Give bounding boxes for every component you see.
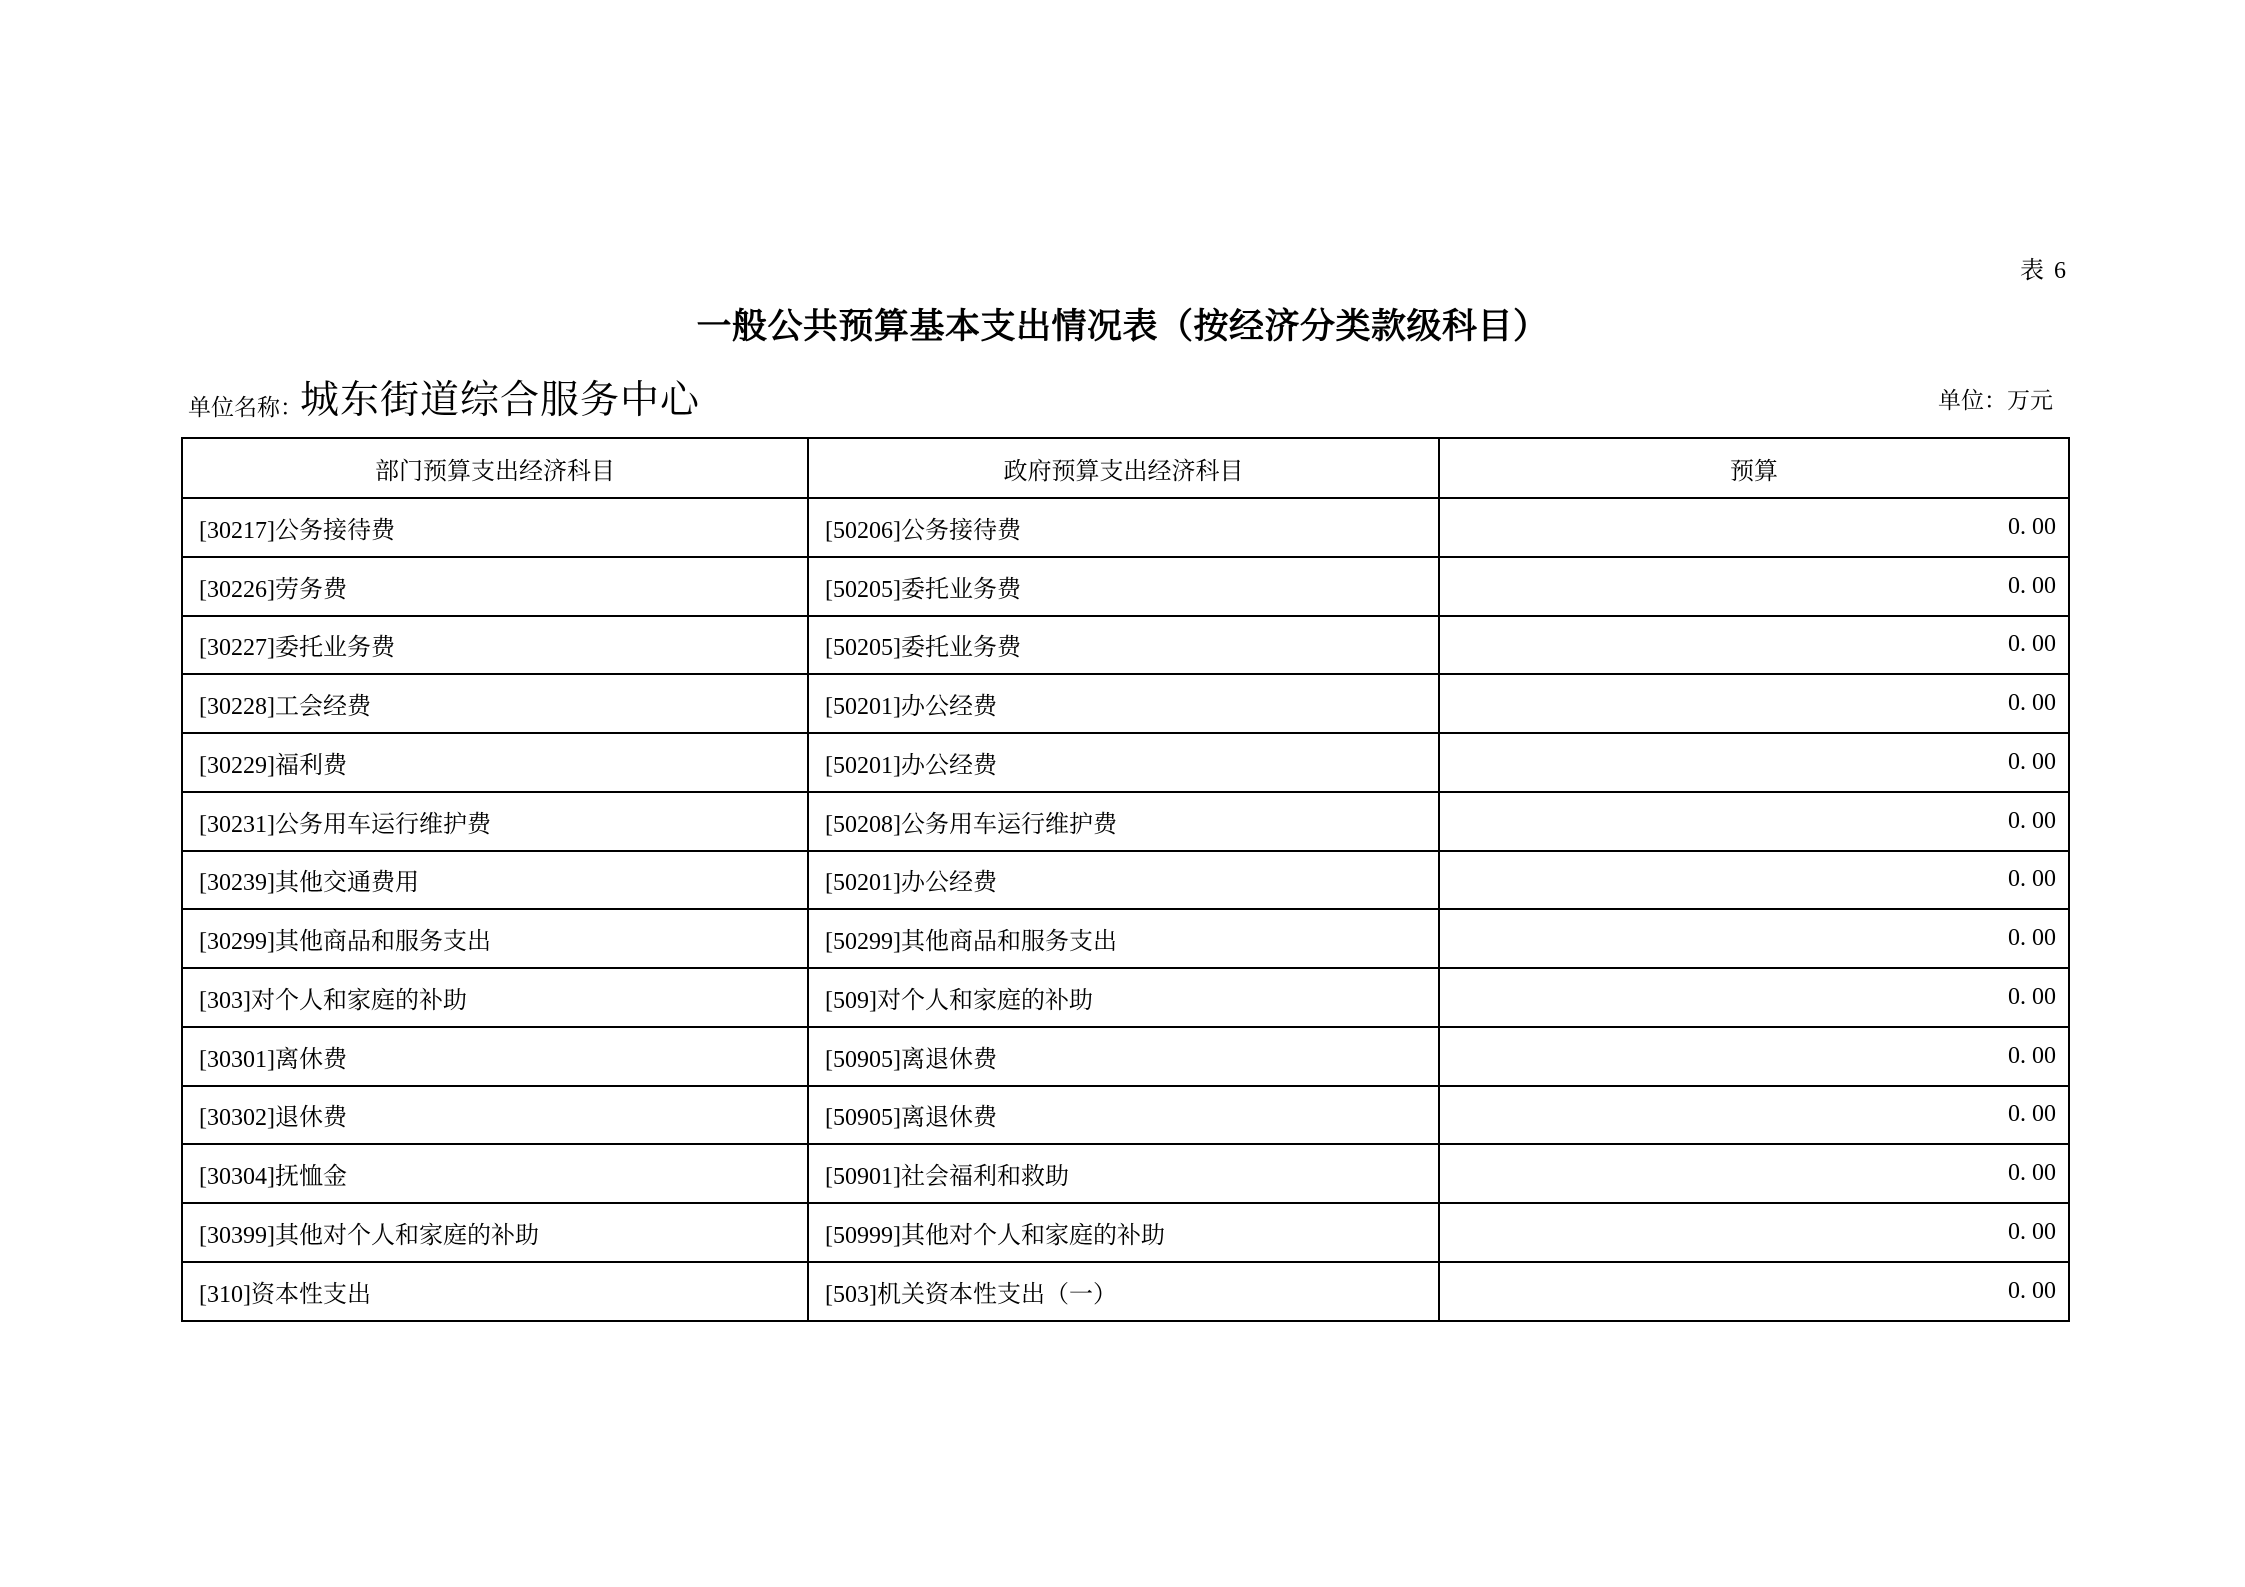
gov-subject-cell: [50999]其他对个人和家庭的补助 (808, 1203, 1439, 1262)
budget-value-cell: 0. 00 (1439, 1262, 2069, 1321)
gov-subject-cell: [503]机关资本性支出（一） (808, 1262, 1439, 1321)
gov-subject-cell: [50901]社会福利和救助 (808, 1144, 1439, 1203)
dept-subject-cell: [303]对个人和家庭的补助 (182, 968, 808, 1027)
table-row (182, 909, 2069, 968)
budget-value-cell: 0. 00 (1439, 1027, 2069, 1086)
gov-subject-cell: [50201]办公经费 (808, 851, 1439, 910)
dept-subject-cell: [30299]其他商品和服务支出 (182, 909, 808, 968)
budget-value-cell: 0. 00 (1439, 1144, 2069, 1203)
gov-subject-cell: [50905]离退休费 (808, 1027, 1439, 1086)
dept-subject-cell: [30226]劳务费 (182, 557, 808, 616)
budget-value-cell: 0. 00 (1439, 498, 2069, 557)
budget-value-cell: 0. 00 (1439, 968, 2069, 1027)
dept-subject-cell: [30229]福利费 (182, 733, 808, 792)
budget-value-cell: 0. 00 (1439, 674, 2069, 733)
currency-unit-note: 单位：万元 (1938, 388, 2053, 413)
table-row (182, 1262, 2069, 1321)
table-row (182, 1086, 2069, 1145)
table-row (182, 851, 2069, 910)
budget-value-cell: 0. 00 (1439, 733, 2069, 792)
budget-value-cell: 0. 00 (1439, 1203, 2069, 1262)
dept-subject-cell: [30302]退休费 (182, 1086, 808, 1145)
sheet-number-label: 表 6 (2020, 258, 2068, 284)
dept-subject-cell: [30399]其他对个人和家庭的补助 (182, 1203, 808, 1262)
table-row (182, 1144, 2069, 1203)
dept-subject-cell: [30239]其他交通费用 (182, 851, 808, 910)
table-row (182, 498, 2069, 557)
table-row (182, 733, 2069, 792)
budget-value-cell: 0. 00 (1439, 909, 2069, 968)
gov-subject-cell: [50905]离退休费 (808, 1086, 1439, 1145)
table-row (182, 968, 2069, 1027)
table-row (182, 1027, 2069, 1086)
budget-table (181, 437, 2070, 1322)
budget-value-cell: 0. 00 (1439, 1086, 2069, 1145)
gov-subject-cell: [50201]办公经费 (808, 674, 1439, 733)
dept-subject-cell: [30217]公务接待费 (182, 498, 808, 557)
gov-subject-cell: [50299]其他商品和服务支出 (808, 909, 1439, 968)
gov-subject-cell: [50205]委托业务费 (808, 557, 1439, 616)
dept-subject-cell: [30304]抚恤金 (182, 1144, 808, 1203)
header-row (182, 438, 2069, 498)
table-row (182, 616, 2069, 675)
dept-subject-cell: [30227]委托业务费 (182, 616, 808, 675)
header-dept-subject: 部门预算支出经济科目 (182, 438, 808, 498)
dept-subject-cell: [30301]离休费 (182, 1027, 808, 1086)
budget-value-cell: 0. 00 (1439, 792, 2069, 851)
gov-subject-cell: [50206]公务接待费 (808, 498, 1439, 557)
budget-value-cell: 0. 00 (1439, 616, 2069, 675)
budget-value-cell: 0. 00 (1439, 851, 2069, 910)
header-gov-subject: 政府预算支出经济科目 (808, 438, 1439, 498)
table-header (182, 438, 2069, 498)
table-row (182, 557, 2069, 616)
budget-value-cell: 0. 00 (1439, 557, 2069, 616)
gov-subject-cell: [50208]公务用车运行维护费 (808, 792, 1439, 851)
gov-subject-cell: [50205]委托业务费 (808, 616, 1439, 675)
header-budget: 预算 (1439, 438, 2069, 498)
dept-subject-cell: [310]资本性支出 (182, 1262, 808, 1321)
page-title: 一般公共预算基本支出情况表（按经济分类款级科目） (696, 307, 1549, 346)
table-row (182, 674, 2069, 733)
unit-name-label: 单位名称： (188, 395, 303, 420)
dept-subject-cell: [30228]工会经费 (182, 674, 808, 733)
gov-subject-cell: [50201]办公经费 (808, 733, 1439, 792)
unit-name-value: 城东街道综合服务中心 (300, 379, 701, 422)
table-row (182, 1203, 2069, 1262)
dept-subject-cell: [30231]公务用车运行维护费 (182, 792, 808, 851)
table-body (182, 498, 2069, 1321)
gov-subject-cell: [509]对个人和家庭的补助 (808, 968, 1439, 1027)
table-row (182, 792, 2069, 851)
